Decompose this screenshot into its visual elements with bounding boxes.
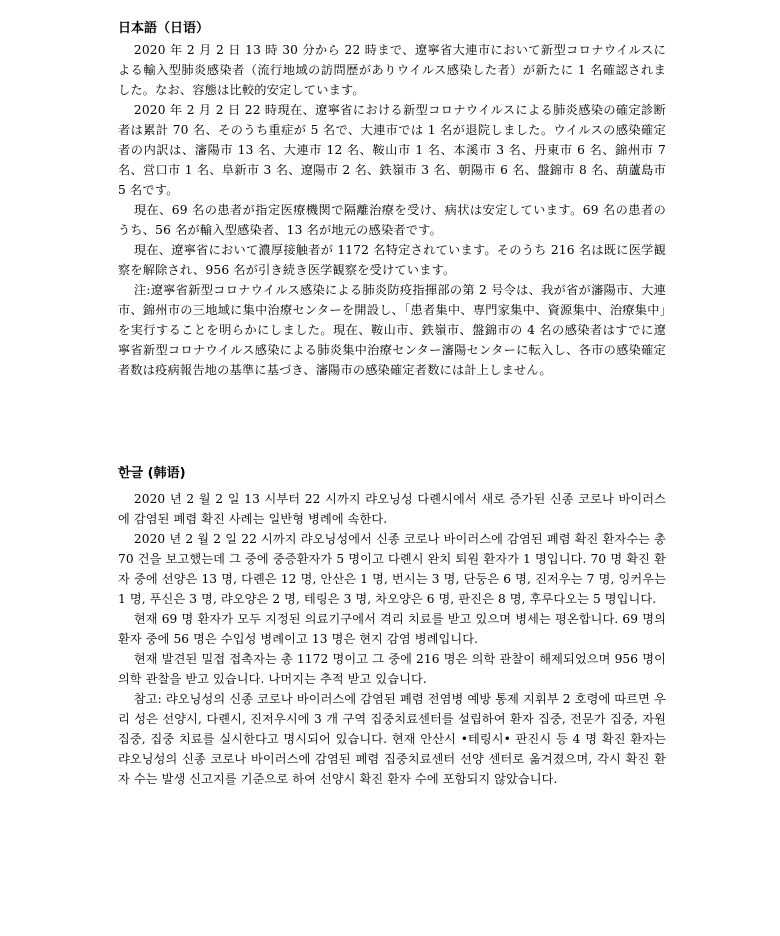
korean-paragraph-3: 현재 69 명 환자가 모두 지정된 의료기구에서 격리 치료를 받고 있으며 병세는 평온합니다. 69 명의 환자 중에 56 명은 수입성 병례이고 13 명은 현지 감염 병례입니다.: [118, 612, 666, 646]
korean-paragraph-4: 현재 발견된 밀접 접촉자는 총 1172 명이고 그 중에 216 명은 의학 관찰이 해제되었으며 956 명이 의학 관찰을 받고 있습니다. 나머지는 추적 받고 있습니다.: [118, 652, 666, 686]
japanese-paragraph-2: 2020 年 2 月 2 日 22 時現在、遼寧省における新型コロナウイルスによる肺炎感染の確定診断者は累計 70 名、そのうち重症が 5 名で、大連市では 1 名が退院しました。ウイルスの感染確定者の内訳は、瀋陽市 13 名、大連市 12 名、鞍山市 1 名、本溪市 3 名、丹東市 6 名、錦州市 7 名、営口市 1 名、阜新市 3 名、遼陽市 2 名、鉄嶺市 3 名、朝陽市 6 名、盤錦市 8 名、葫蘆島市 5 名です。: [118, 103, 666, 197]
korean-paragraph-2: 2020 년 2 월 2 일 22 시까지 랴오닝성에서 신종 코로나 바이러스에 감염된 폐렴 확진 환자수는 총 70 건을 보고했는데 그 중에 중증환자가 5 명이고 다롄시 완치 퇴원 환자가 1 명입니다. 70 명 확진 환자 중에 선양은 13 명, 다롄은 12 명, 안산은 1 명, 번시는 3 명, 단둥은 6 명, 진저우는 7 명, 잉커우는 1 명, 푸신은 3 명, 랴오양은 2 명, 테링은 3 명, 차오양은 6 명, 판진은 8 명, 후루다오는 5 명입니다.: [118, 532, 666, 606]
document-page: [118, 18, 666, 786]
korean-paragraph-1: 2020 년 2 월 2 일 13 시부터 22 시까지 랴오닝성 다롄시에서 새로 증가된 신종 코로나 바이러스에 감염된 폐렴 확진 사례는 일반형 병례에 속한다.: [118, 492, 666, 526]
japanese-section: [118, 18, 666, 380]
japanese-paragraph-1: 2020 年 2 月 2 日 13 時 30 分から 22 時まで、遼寧省大連市において新型コロナウイルスによる輸入型肺炎感染者（流行地域の訪問歴がありウイルス感染した者）が新たに 1 名確認されました。なお、容態は比較的安定しています。: [118, 43, 666, 97]
korean-section: [118, 463, 666, 789]
japanese-paragraph-3: 現在、69 名の患者が指定医療機関で隔離治療を受け、病状は安定しています。69 名の患者のうち、56 名が輸入型感染者、13 名が地元の感染者です。: [118, 203, 666, 237]
japanese-paragraph-4: 現在、遼寧省において濃厚接触者が 1172 名特定されています。そのうち 216 名は既に医学観察を解除され、956 名が引き続き医学観察を受けています。: [118, 243, 666, 277]
korean-heading: 한글 (韩语): [118, 466, 186, 481]
japanese-heading: 日本語（日语）: [118, 21, 210, 36]
korean-paragraph-5: 참고: 랴오닝성의 신종 코로나 바이러스에 감염된 폐렴 전염병 예방 통제 지휘부 2 호령에 따르면 우리 성은 선양시, 다롄시, 진저우시에 3 개 구역 집중치료센터를 설립하여 환자 집중, 전문가 집중, 자원 집중, 집중 치료를 실시한다고 명시되어 있습니다. 현재 안산시 •테링시• 판진시 등 4 명 확진 환자는 랴오닝성의 신종 코로나 바이러스에 감염된 폐렴 집중치료센터 선양 센터로 옮겨졌으며, 각시 확진 환자 수는 발생 신고지를 기준으로 하여 선양시 확진 환자 수에 포함되지 않았습니다.: [118, 692, 666, 786]
japanese-paragraph-5: 注:遼寧省新型コロナウイルス感染による肺炎防疫指揮部の第 2 号令は、我が省が瀋陽市、大連市、錦州市の三地域に集中治療センターを開設し、「患者集中、専門家集中、資源集中、治療集中」を実行することを明らかにしました。現在、鞍山市、鉄嶺市、盤錦市の 4 名の感染者はすでに遼寧省新型コロナウイルス感染による肺炎集中治療センター瀋陽センターに転入し、各市の感染確定者数は疫病報告地の基準に基づき、瀋陽市の感染確定者数には計上しません。: [118, 283, 666, 377]
